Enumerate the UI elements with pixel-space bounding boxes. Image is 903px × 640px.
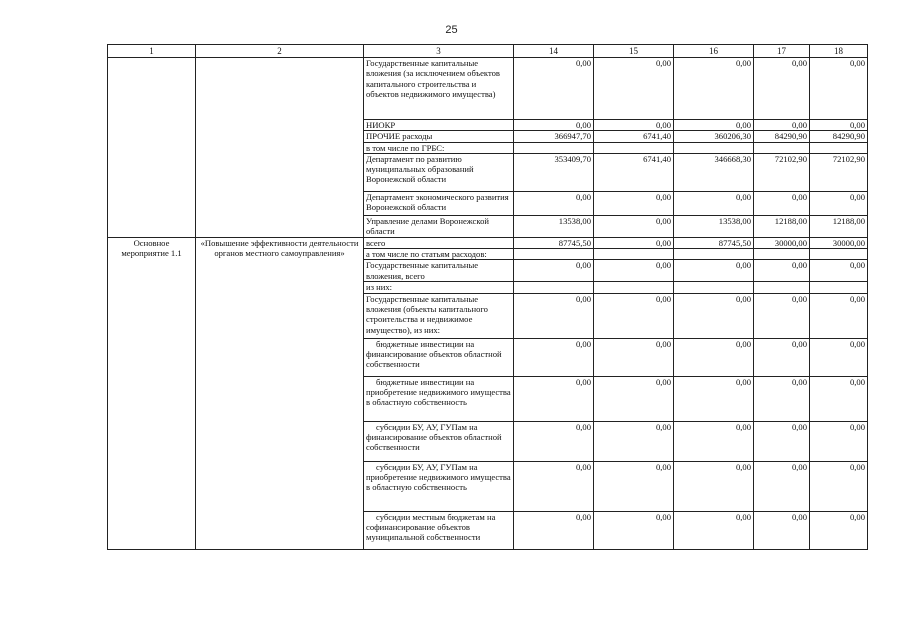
value-cell: 0,00 bbox=[594, 58, 674, 120]
value-cell: 0,00 bbox=[594, 191, 674, 215]
value-cell bbox=[674, 282, 754, 293]
value-cell: 0,00 bbox=[594, 421, 674, 461]
row-label: бюджетные инвестиции на финансирование объектов областной собственности bbox=[364, 338, 514, 376]
value-cell: 0,00 bbox=[514, 293, 594, 338]
value-cell: 0,00 bbox=[754, 120, 810, 131]
value-cell bbox=[754, 142, 810, 153]
value-cell: 0,00 bbox=[594, 376, 674, 421]
column-header: 2 bbox=[196, 45, 364, 58]
value-cell bbox=[810, 282, 868, 293]
value-cell: 72102,90 bbox=[810, 153, 868, 191]
value-cell: 0,00 bbox=[810, 191, 868, 215]
value-cell: 0,00 bbox=[514, 260, 594, 282]
value-cell: 0,00 bbox=[514, 338, 594, 376]
row-label: Государственные капитальные вложения (за исключением объектов капитального строительства и объектов недвижимого имущества) bbox=[364, 58, 514, 120]
value-cell: 0,00 bbox=[514, 120, 594, 131]
value-cell: 84290,90 bbox=[754, 131, 810, 142]
value-cell: 0,00 bbox=[810, 511, 868, 549]
value-cell: 0,00 bbox=[674, 511, 754, 549]
row-label: Департамент экономического развития Воронежской области bbox=[364, 191, 514, 215]
value-cell: 0,00 bbox=[810, 120, 868, 131]
value-cell: 6741,40 bbox=[594, 153, 674, 191]
column-header: 18 bbox=[810, 45, 868, 58]
value-cell: 0,00 bbox=[674, 338, 754, 376]
value-cell bbox=[514, 282, 594, 293]
value-cell: 0,00 bbox=[514, 511, 594, 549]
value-cell: 366947,70 bbox=[514, 131, 594, 142]
column-header: 1 bbox=[108, 45, 196, 58]
value-cell: 0,00 bbox=[810, 461, 868, 511]
value-cell bbox=[594, 142, 674, 153]
row-label: субсидии БУ, АУ, ГУПам на финансирование объектов областной собственности bbox=[364, 421, 514, 461]
value-cell: 0,00 bbox=[810, 58, 868, 120]
value-cell: 0,00 bbox=[754, 511, 810, 549]
value-cell: 0,00 bbox=[594, 338, 674, 376]
column-header: 15 bbox=[594, 45, 674, 58]
row-label: а том числе по статьям расходов: bbox=[364, 249, 514, 260]
row-label: Государственные капитальные вложения (объекты капитального строительства и недвижимое имущество), из них: bbox=[364, 293, 514, 338]
value-cell: 87745,50 bbox=[514, 237, 594, 248]
value-cell: 0,00 bbox=[674, 191, 754, 215]
value-cell: 0,00 bbox=[674, 58, 754, 120]
row-label: Управление делами Воронежской области bbox=[364, 215, 514, 237]
value-cell bbox=[810, 142, 868, 153]
value-cell: 0,00 bbox=[754, 293, 810, 338]
column-header: 16 bbox=[674, 45, 754, 58]
value-cell bbox=[674, 249, 754, 260]
column-header: 3 bbox=[364, 45, 514, 58]
event-name-cell: «Повышение эффективности деятельности органов местного самоуправления» bbox=[196, 237, 364, 549]
value-cell bbox=[754, 249, 810, 260]
value-cell bbox=[514, 249, 594, 260]
value-cell: 13538,00 bbox=[674, 215, 754, 237]
row-label: ПРОЧИЕ расходы bbox=[364, 131, 514, 142]
column-header: 14 bbox=[514, 45, 594, 58]
value-cell: 72102,90 bbox=[754, 153, 810, 191]
value-cell: 0,00 bbox=[810, 421, 868, 461]
value-cell: 0,00 bbox=[594, 461, 674, 511]
value-cell: 0,00 bbox=[810, 376, 868, 421]
row-label: из них: bbox=[364, 282, 514, 293]
value-cell bbox=[754, 282, 810, 293]
value-cell bbox=[674, 142, 754, 153]
value-cell: 0,00 bbox=[754, 461, 810, 511]
value-cell: 12188,00 bbox=[754, 215, 810, 237]
value-cell: 0,00 bbox=[594, 293, 674, 338]
value-cell: 0,00 bbox=[594, 237, 674, 248]
row-label: всего bbox=[364, 237, 514, 248]
value-cell: 0,00 bbox=[594, 215, 674, 237]
column-header: 17 bbox=[754, 45, 810, 58]
value-cell: 87745,50 bbox=[674, 237, 754, 248]
value-cell: 360206,30 bbox=[674, 131, 754, 142]
value-cell: 0,00 bbox=[754, 58, 810, 120]
value-cell: 0,00 bbox=[754, 421, 810, 461]
value-cell: 13538,00 bbox=[514, 215, 594, 237]
value-cell: 12188,00 bbox=[810, 215, 868, 237]
value-cell: 0,00 bbox=[514, 461, 594, 511]
value-cell: 0,00 bbox=[514, 191, 594, 215]
value-cell: 0,00 bbox=[674, 120, 754, 131]
value-cell: 0,00 bbox=[754, 376, 810, 421]
value-cell: 0,00 bbox=[674, 421, 754, 461]
value-cell: 30000,00 bbox=[754, 237, 810, 248]
value-cell: 6741,40 bbox=[594, 131, 674, 142]
value-cell: 0,00 bbox=[810, 293, 868, 338]
value-cell bbox=[594, 282, 674, 293]
table-body-previous-section bbox=[108, 58, 868, 238]
value-cell: 0,00 bbox=[754, 260, 810, 282]
value-cell: 353409,70 bbox=[514, 153, 594, 191]
empty-code-cell bbox=[108, 58, 196, 238]
row-label: Департамент по развитию муниципальных образований Воронежской области bbox=[364, 153, 514, 191]
value-cell: 0,00 bbox=[810, 338, 868, 376]
row-label: бюджетные инвестиции на приобретение недвижимого имущества в областную собственность bbox=[364, 376, 514, 421]
row-label: Государственные капитальные вложения, всего bbox=[364, 260, 514, 282]
table-row bbox=[108, 237, 868, 248]
value-cell: 0,00 bbox=[514, 421, 594, 461]
header-row bbox=[108, 45, 868, 58]
value-cell: 84290,90 bbox=[810, 131, 868, 142]
row-label: в том числе по ГРБС: bbox=[364, 142, 514, 153]
value-cell: 0,00 bbox=[754, 191, 810, 215]
value-cell: 0,00 bbox=[754, 338, 810, 376]
value-cell bbox=[810, 249, 868, 260]
budget-table bbox=[107, 44, 868, 550]
value-cell: 0,00 bbox=[674, 376, 754, 421]
event-code-cell: Основное мероприятие 1.1 bbox=[108, 237, 196, 549]
value-cell: 0,00 bbox=[594, 260, 674, 282]
table-body-event-1-1 bbox=[108, 237, 868, 549]
row-label: субсидии БУ, АУ, ГУПам на приобретение недвижимого имущества в областную собственность bbox=[364, 461, 514, 511]
value-cell: 0,00 bbox=[514, 58, 594, 120]
value-cell bbox=[514, 142, 594, 153]
value-cell: 0,00 bbox=[514, 376, 594, 421]
row-label: НИОКР bbox=[364, 120, 514, 131]
value-cell bbox=[594, 249, 674, 260]
value-cell: 0,00 bbox=[594, 120, 674, 131]
value-cell: 0,00 bbox=[674, 461, 754, 511]
value-cell: 0,00 bbox=[594, 511, 674, 549]
value-cell: 346668,30 bbox=[674, 153, 754, 191]
value-cell: 0,00 bbox=[674, 260, 754, 282]
value-cell: 0,00 bbox=[674, 293, 754, 338]
row-label: субсидии местным бюджетам на софинансирование объектов муниципальной собственности bbox=[364, 511, 514, 549]
value-cell: 0,00 bbox=[810, 260, 868, 282]
table-row bbox=[108, 58, 868, 120]
value-cell: 30000,00 bbox=[810, 237, 868, 248]
page-number: 25 bbox=[445, 24, 458, 36]
empty-name-cell bbox=[196, 58, 364, 238]
